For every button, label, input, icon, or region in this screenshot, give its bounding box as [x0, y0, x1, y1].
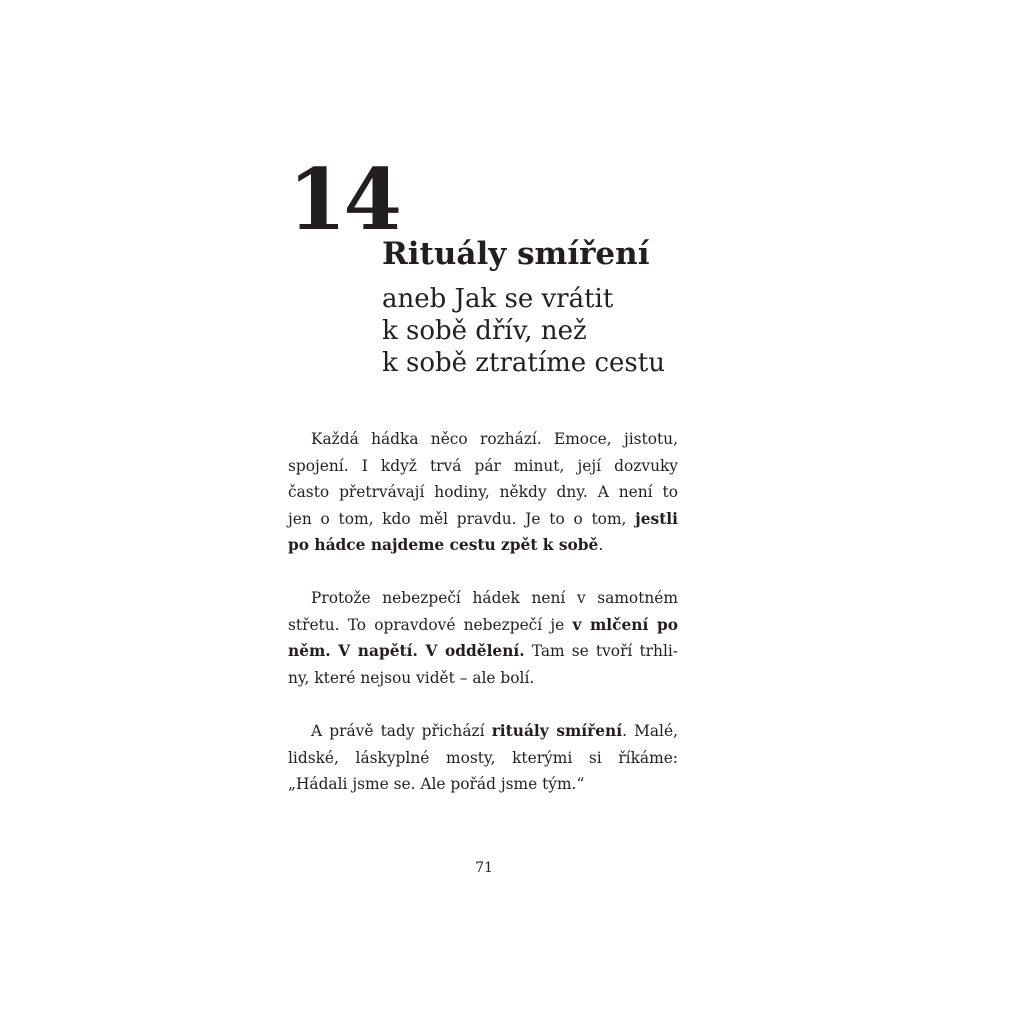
- text-line: [288, 718, 678, 745]
- page-number: 71: [475, 860, 493, 876]
- text-line: [288, 665, 678, 692]
- bold-text-run: rituály smíření: [491, 722, 623, 740]
- bold-text-run: jestli: [635, 509, 678, 528]
- chapter-number: 14: [288, 150, 399, 249]
- bold-text-run: po hádce najdeme cestu zpět k sobě: [288, 536, 599, 554]
- bold-text-run: v mlčení po: [572, 615, 678, 634]
- text-line: [288, 426, 678, 453]
- text-line: [288, 479, 678, 506]
- paragraph-1: [288, 426, 678, 559]
- subtitle-line: k sobě dřív, než: [382, 316, 587, 346]
- chapter-title: Rituály smíření: [382, 236, 650, 272]
- text-run: . Malé,: [622, 722, 678, 740]
- text-run: jen o tom, kdo měl pravdu. Je to o tom,: [288, 509, 636, 528]
- text-line: [288, 745, 678, 772]
- chapter-subtitle: [382, 283, 665, 379]
- text-line: [288, 638, 678, 665]
- bold-text-run: něm. V napětí. V oddělení.: [288, 642, 525, 660]
- text-line: [288, 532, 678, 559]
- text-run: ny, které nejsou vidět – ale bolí.: [288, 668, 535, 687]
- text-line: [288, 612, 678, 639]
- subtitle-line: aneb Jak se vrátit: [382, 284, 614, 314]
- text-run: často přetrvávají hodiny, někdy dny. A není to: [288, 483, 678, 501]
- text-run: „Hádali jsme se. Ale pořád jsme tým.“: [288, 775, 585, 793]
- text-line: [288, 771, 678, 798]
- text-run: A právě tady přichází: [311, 722, 492, 740]
- paragraph-2: [288, 585, 678, 691]
- text-run: Protože nebezpečí hádek není v samotném: [311, 589, 678, 607]
- text-line: [288, 585, 678, 612]
- text-run: střetu. To opravdové nebezpečí je: [288, 615, 573, 634]
- text-run: lidské, láskyplné mosty, kterými si říkáme:: [288, 748, 678, 767]
- text-run: spojení. I když trvá pár minut, její dozvuky: [288, 456, 678, 475]
- text-run: .: [598, 536, 604, 554]
- text-run: Tam se tvoří trhli-: [524, 642, 678, 660]
- text-line: [288, 453, 678, 480]
- paragraph-3: [288, 718, 678, 798]
- text-run: Každá hádka něco rozhází. Emoce, jistotu,: [311, 430, 678, 448]
- text-line: [288, 506, 678, 533]
- subtitle-line: k sobě ztratíme cestu: [382, 348, 665, 378]
